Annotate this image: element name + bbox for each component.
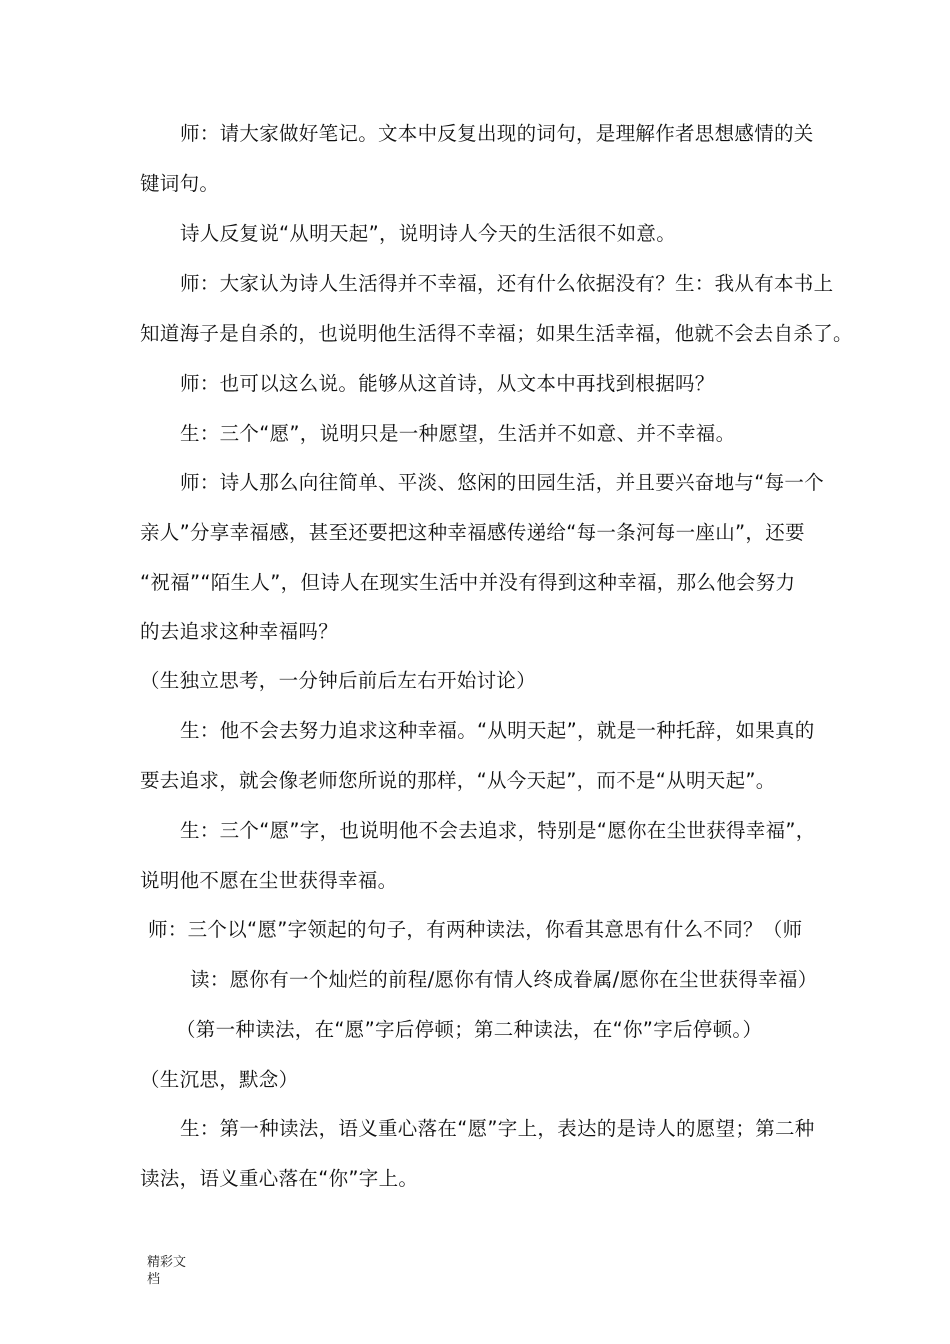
text-line: （第一种读法，在“愿”字后停顿；第二种读法，在“你”字后停顿。） [176, 1018, 763, 1041]
footer-line: 精彩文 [147, 1255, 187, 1270]
text-line: 要去追求，就会像老师您所说的那样，“从今天起”，而不是“从明天起”。 [140, 769, 776, 792]
text-line: “祝福”“陌生人”，但诗人在现实生活中并没有得到这种幸福，那么他会努力 [140, 571, 796, 594]
text-line: 键词句。 [140, 172, 220, 195]
text-line: 生：三个“愿”，说明只是一种愿望，生活并不如意、并不幸福。 [180, 422, 736, 445]
text-line: 的去追求这种幸福吗？ [140, 620, 339, 643]
text-line: 诗人反复说“从明天起”，说明诗人今天的生活很不如意。 [180, 222, 677, 245]
text-line: 亲人”分享幸福感，甚至还要把这种幸福感传递给“每一条河每一座山”，还要 [140, 521, 805, 544]
text-line: （生沉思，默念） [140, 1068, 299, 1091]
text-line: 师：也可以这么说。能够从这首诗，从文本中再找到根据吗？ [180, 372, 715, 395]
text-line: 师：请大家做好笔记。文本中反复出现的词句，是理解作者思想感情的关 [180, 122, 814, 145]
text-line: 知道海子是自杀的，也说明他生活得不幸福；如果生活幸福，他就不会去自杀了。 [140, 322, 853, 345]
footer-note [147, 1254, 186, 1288]
text-line: （生独立思考，一分钟后前后左右开始讨论） [140, 669, 537, 692]
text-line: 生：三个“愿”字，也说明他不会去追求，特别是“愿你在尘世获得幸福”， [180, 819, 816, 842]
text-line: 师：三个以“愿”字领起的句子，有两种读法，你看其意思有什么不同？（师 [148, 918, 803, 941]
text-line: 师：大家认为诗人生活得并不幸福，还有什么依据没有？生：我从有本书上 [180, 272, 834, 295]
text-line: 师：诗人那么向往简单、平淡、悠闲的田园生活，并且要兴奋地与“每一个 [180, 471, 825, 494]
text-line: 生：第一种读法，语义重心落在“愿”字上，表达的是诗人的愿望；第二种 [180, 1117, 815, 1140]
text-line: 生：他不会去努力追求这种幸福。“从明天起”，就是一种托辞，如果真的 [180, 719, 815, 742]
text-line: 读：愿你有一个灿烂的前程/愿你有情人终成眷属/愿你在尘世获得幸福） [190, 968, 818, 991]
text-line: 读法，语义重心落在“你”字上。 [140, 1167, 419, 1190]
text-line: 说明他不愿在尘世获得幸福。 [140, 869, 398, 892]
footer-line: 档 [147, 1272, 161, 1287]
